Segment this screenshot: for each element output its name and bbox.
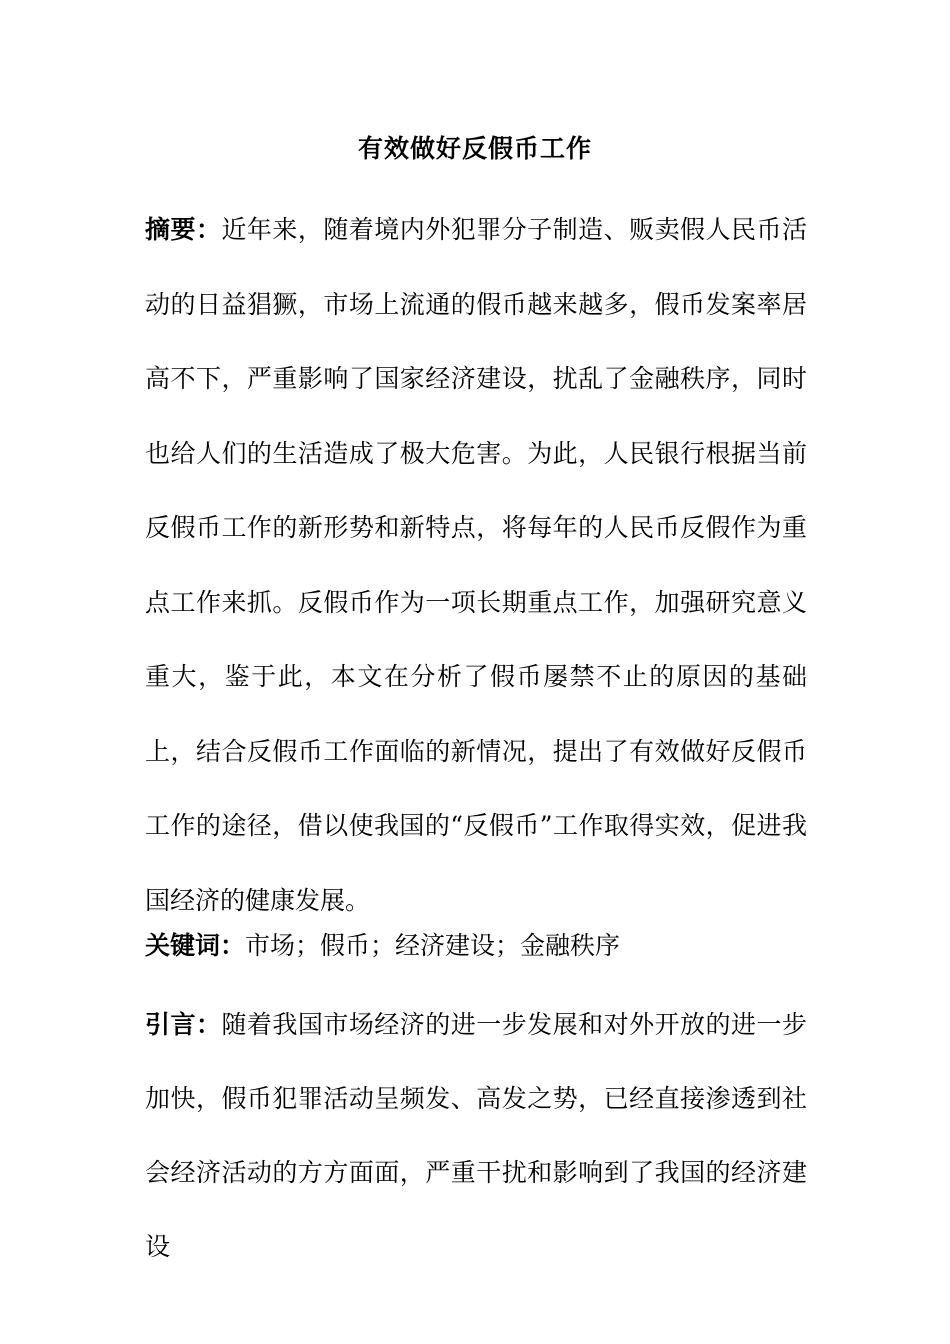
introduction-paragraph xyxy=(145,988,807,1284)
abstract-label: 摘要： xyxy=(145,215,222,244)
introduction-text: 随着我国市场经济的进一步发展和对外开放的进一步加快，假币犯罪活动呈频发、高发之势，已经直接渗透到社会经济活动的方方面面，严重干扰和影响到了我国的经济建设 xyxy=(145,1010,807,1261)
keywords-label: 关键词： xyxy=(145,931,246,960)
abstract-text: 近年来，随着境内外犯罪分子制造、贩卖假人民币活动的日益猖獗，市场上流通的假币越来越多，假币发案率居高不下，严重影响了国家经济建设，扰乱了金融秩序，同时也给人们的生活造成了极大危害。为此，人民银行根据当前反假币工作的新形势和新特点，将每年的人民币反假作为重点工作来抓。反假币作为一项长期重点工作，加强研究意义重大，鉴于此，本文在分析了假币屡禁不止的原因的基础上，结合反假币工作面临的新情况，提出了有效做好反假币工作的途径，借以使我国的“反假币”工作取得实效，促进我国经济的健康发展。 xyxy=(145,215,807,915)
keywords-text: 市场；假币；经济建设；金融秩序 xyxy=(245,931,621,960)
abstract-paragraph xyxy=(145,193,807,938)
introduction-label: 引言： xyxy=(145,1010,222,1039)
document-title: 有效做好反假币工作 xyxy=(357,134,592,163)
keywords-paragraph xyxy=(145,926,807,966)
